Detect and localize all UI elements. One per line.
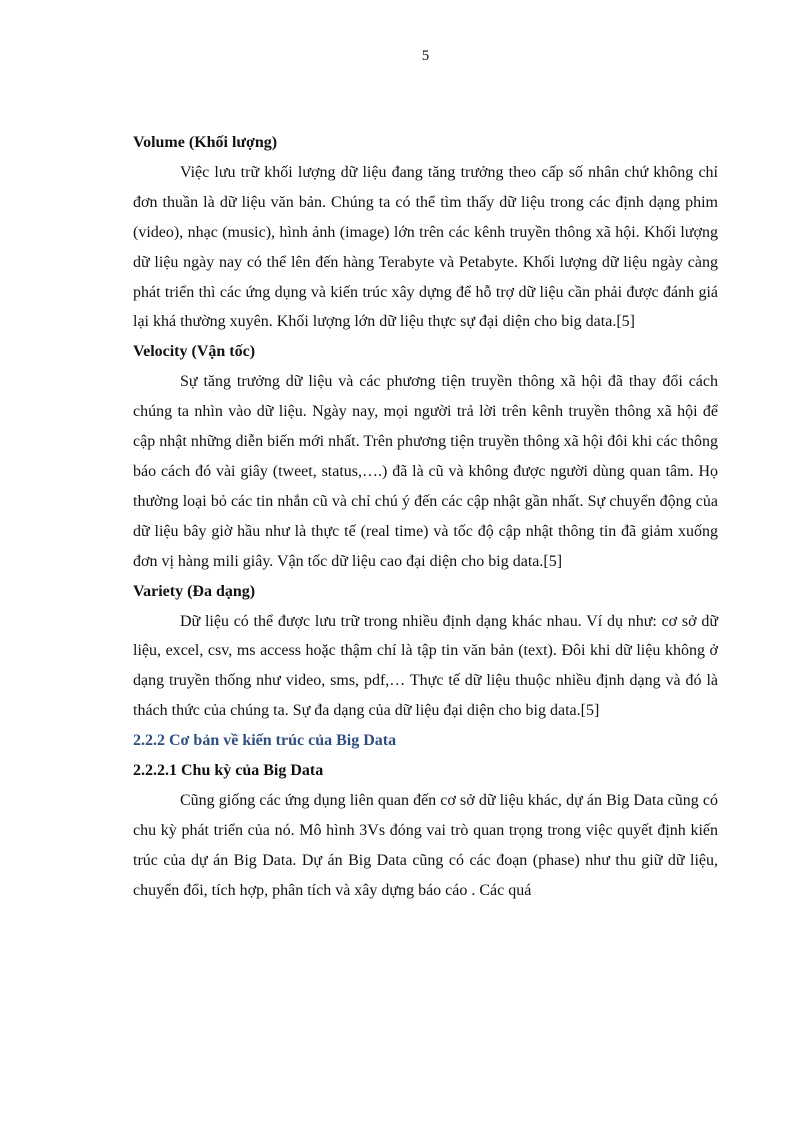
velocity-paragraph: Sự tăng trưởng dữ liệu và các phương tiện truyền thông xã hội đã thay đổi cách chúng ta nhìn vào dữ liệu. Ngày nay, mọi người trả lời trên kênh truyền thông xã hội để cập nhật những diễn biến mới nhất. Trên phương tiện truyền thông xã hội đôi khi các thông báo cách đó vài giây (tweet, status,….) đã là cũ và không được người dùng quan tâm. Họ thường loại bỏ các tin nhắn cũ và chỉ chú ý đến các cập nhật gần nhất. Sự chuyển động của dữ liệu bây giờ hầu như là thực tế (real time) và tốc độ cập nhật thông tin đã giảm xuống đơn vị hàng mili giây. Vận tốc dữ liệu cao đại diện cho big data.[5]	[133, 373, 718, 570]
volume-paragraph: Việc lưu trữ khối lượng dữ liệu đang tăng trưởng theo cấp số nhân chứ không chỉ đơn thuần là dữ liệu văn bản. Chúng ta có thể tìm thấy dữ liệu trong các định dạng phim (video), nhạc (music), hình ảnh (image) lớn trên các kênh truyền thông xã hội. Khối lượng dữ liệu ngày nay có thể lên đến hàng Terabyte và Petabyte. Khối lượng dữ liệu ngày càng phát triển thì các ứng dụng và kiến trúc xây dựng để hỗ trợ dữ liệu cần phải được đánh giá lại khá thường xuyên. Khối lượng lớn dữ liệu thực sự đại diện cho big data.[5]	[133, 163, 718, 331]
lifecycle-paragraph: Cũng giống các ứng dụng liên quan đến cơ sở dữ liệu khác, dự án Big Data cũng có chu kỳ phát triển của nó. Mô hình 3Vs đóng vai trò quan trọng trong việc quyết định kiến trúc của dự án Big Data. Dự án Big Data cũng có các đoạn (phase) như thu giữ dữ liệu, chuyển đổi, tích hợp, phân tích và xây dựng báo cáo . Các quá	[133, 791, 718, 899]
variety-paragraph: Dữ liệu có thể được lưu trữ trong nhiều định dạng khác nhau. Ví dụ như: cơ sở dữ liệu, excel, csv, ms access hoặc thậm chí là tập tin văn bản (text). Đôi khi dữ liệu không ở dạng truyền thống như video, sms, pdf,… Thực tế dữ liệu thuộc nhiều định dạng và đó là thách thức của chúng ta. Sự đa dạng của dữ liệu đại diện cho big data.[5]	[133, 612, 718, 720]
lifecycle-subsection-heading: 2.2.2.1 Chu kỳ của Big Data	[133, 762, 324, 780]
page-number: 5	[421, 48, 430, 64]
volume-heading: Volume (Khối lượng)	[133, 134, 278, 151]
velocity-heading: Velocity (Vận tốc)	[133, 343, 256, 361]
architecture-section-heading: 2.2.2 Cơ bản về kiến trúc của Big Data	[133, 732, 397, 750]
variety-heading: Variety (Đa dạng)	[133, 582, 256, 600]
document-body	[133, 128, 718, 906]
